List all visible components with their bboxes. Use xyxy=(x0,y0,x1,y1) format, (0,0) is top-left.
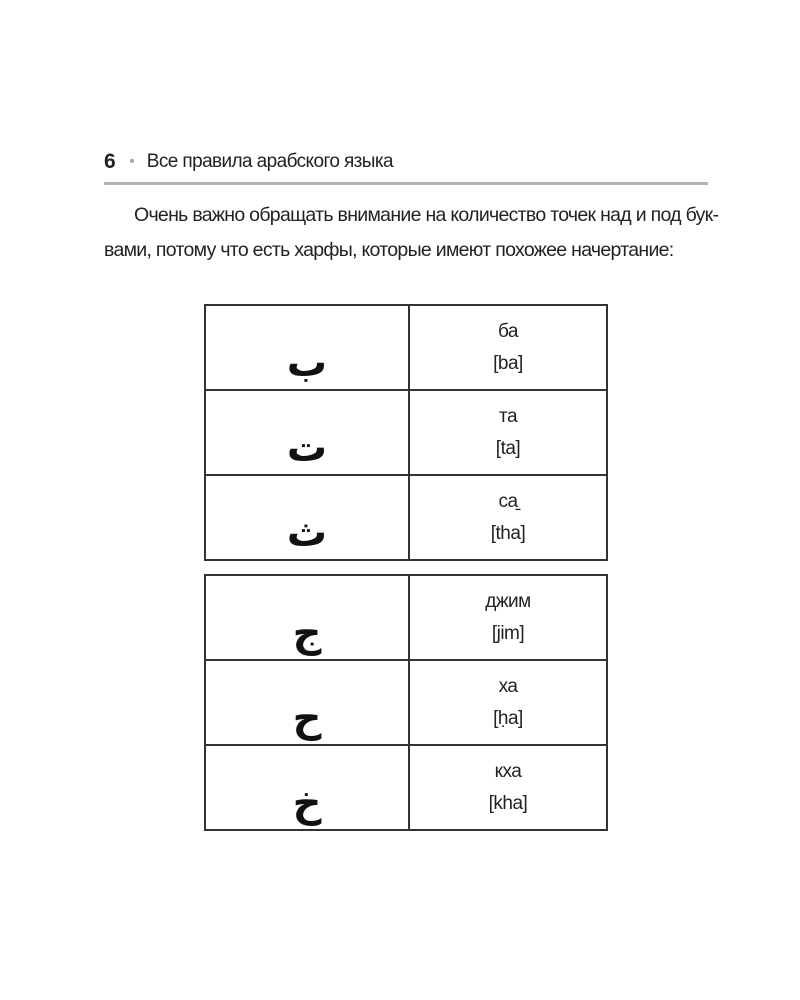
letter-cell xyxy=(206,476,410,559)
letter-name: са̱ xyxy=(498,490,518,512)
table-row xyxy=(206,306,606,391)
letter-transliteration: [ba] xyxy=(493,352,523,374)
letter-transliteration: [kha] xyxy=(488,792,528,814)
arabic-letter: ب xyxy=(286,340,328,386)
table-row xyxy=(206,661,606,746)
arabic-letter: ث xyxy=(286,510,328,556)
letter-transliteration: [jim] xyxy=(491,622,525,644)
name-cell xyxy=(410,391,606,474)
letter-cell xyxy=(206,661,410,744)
arabic-letter: ت xyxy=(286,425,328,471)
running-header xyxy=(104,142,708,185)
letter-name: ба xyxy=(497,320,518,342)
table-row xyxy=(206,746,606,829)
letter-name: джим xyxy=(485,590,531,612)
letter-transliteration: [tha] xyxy=(490,522,526,544)
arabic-letter: ج xyxy=(292,610,322,656)
letter-name: кха xyxy=(494,760,522,782)
arabic-letter: ح xyxy=(292,695,322,741)
letter-table-ba-ta-tha xyxy=(204,304,608,561)
name-cell xyxy=(410,746,606,829)
table-row xyxy=(206,576,606,661)
letter-cell xyxy=(206,306,410,389)
body-paragraph xyxy=(104,198,719,268)
letter-transliteration: [ḥa] xyxy=(493,707,523,729)
table-row xyxy=(206,391,606,476)
paragraph-line: вами, потому что есть харфы, которые имеют похожее начертание: xyxy=(104,239,674,261)
letter-transliteration: [ta] xyxy=(495,437,521,459)
page-number: 6 xyxy=(104,150,116,173)
name-cell xyxy=(410,576,606,659)
name-cell xyxy=(410,661,606,744)
letter-table-jim-ha-kha xyxy=(204,574,608,831)
letter-cell xyxy=(206,576,410,659)
paragraph-line: Очень важно обращать внимание на количество точек над и под бук- xyxy=(134,204,719,226)
letter-cell xyxy=(206,746,410,829)
letter-name: ха xyxy=(498,675,518,697)
letter-cell xyxy=(206,391,410,474)
name-cell xyxy=(410,306,606,389)
running-title: Все правила арабского языка xyxy=(146,151,393,172)
bullet-separator: • xyxy=(129,153,135,170)
table-row xyxy=(206,476,606,559)
letter-name: та xyxy=(498,405,518,427)
arabic-letter: خ xyxy=(292,780,322,826)
name-cell xyxy=(410,476,606,559)
